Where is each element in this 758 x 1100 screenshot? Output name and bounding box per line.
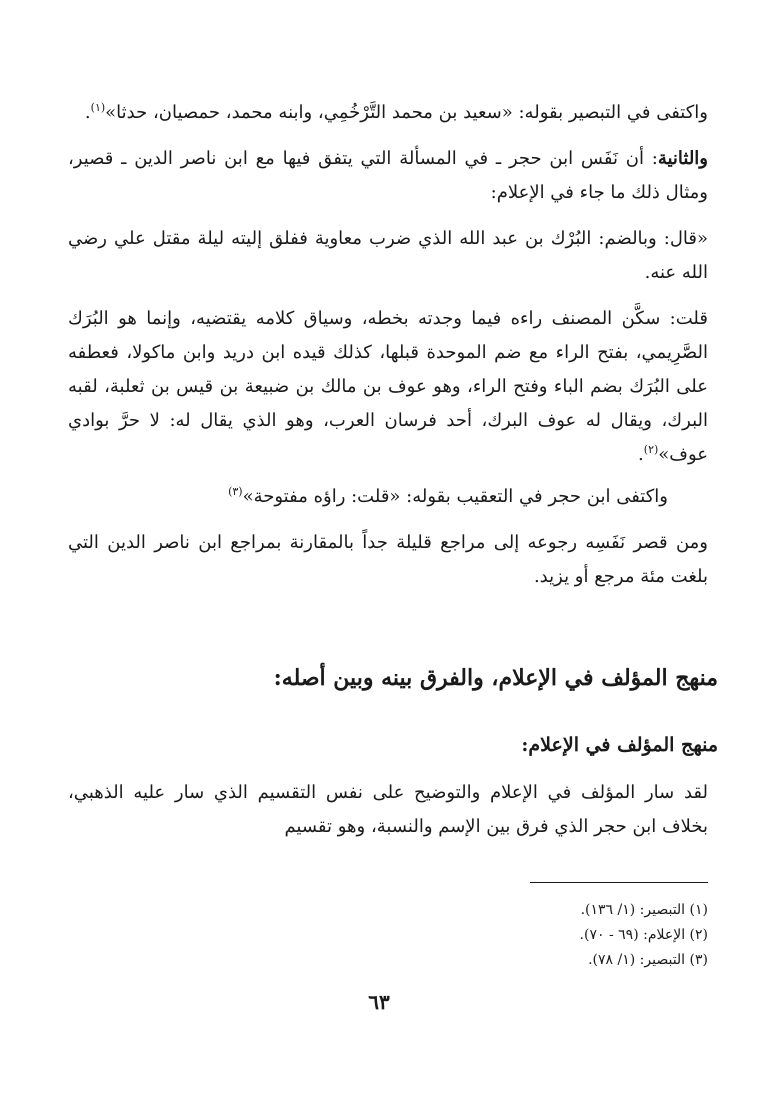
paragraph-second-point (68, 142, 708, 210)
paragraph-end: . (638, 444, 644, 465)
paragraph-text: واكتفى في التبصير بقوله: «سعيد بن محمد التَّرْخُمِي، وابنه محمد، حمصيان، حدثا» (105, 102, 708, 123)
footnote-divider (530, 882, 708, 883)
lower-text-block (68, 776, 708, 844)
paragraph-tabsir-quote (68, 96, 708, 130)
section-heading: منهج المؤلف في الإعلام، والفرق بينه وبين أصله: (273, 665, 718, 691)
subsection-heading: منهج المؤلف في الإعلام: (521, 734, 718, 756)
paragraph-text: ومن قصر نَفَسِه رجوعه إلى مراجع قليلة جداً بالمقارنة بمراجع ابن ناصر الدين التي بلغت مئة مرجع أو يزيد. (68, 532, 708, 587)
footnote-ref-1: (١) (90, 101, 106, 114)
paragraph-ta-qib (68, 480, 708, 514)
footnote-1: (١) التبصير: (١/ ١٣٦). (580, 902, 708, 918)
footnote-2: (٢) الإعلام: (٦٩ - ٧٠). (579, 927, 708, 943)
paragraph-text: قلت: سكَّن المصنف راءه فيما وجدته بخطه، وسياق كلامه يقتضيه، وإنما هو البُرَك الصَّرِيمي، بفتح الراء مع ضم الموحدة قبلها، كذلك قيده ابن دريد وابن ماكولا، فعطفه على البُرَك بضم الباء وفتح الراء، وهو عوف بن مالك بن ضبيعة بن قيس بن ثعلبة، لقبه البرك، ويقال له عوف البرك، أحد فرسان العرب، وهو الذي يقال له: لا حرَّ بوادي عوف» (68, 308, 708, 465)
footnote-3: (٣) التبصير: (١/ ٧٨). (588, 952, 708, 968)
paragraph-method (68, 776, 708, 844)
page-number: ٦٣ (368, 990, 390, 1014)
paragraph-qultu (68, 302, 708, 472)
paragraph-quote-burk (68, 222, 708, 290)
paragraph-text: «قال: وبالضم: البُرْك بن عبد الله الذي ضرب معاوية ففلق إليته ليلة مقتل علي رضي الله عنه. (68, 228, 708, 283)
paragraph-text: : أن نَفَس ابن حجر ـ في المسألة التي يتفق فيها مع ابن ناصر الدين ـ قصير، ومثال ذلك ما جاء في الإعلام: (68, 148, 708, 203)
paragraph-end: . (84, 102, 91, 123)
footnotes (68, 898, 708, 973)
paragraph-text: لقد سار المؤلف في الإعلام والتوضيح على نفس التقسيم الذي سار عليه الذهبي، بخلاف ابن حجر الذي فرق بين الإسم والنسبة، وهو تقسيم (68, 782, 708, 837)
footnote-ref-2: (٢) (643, 443, 659, 456)
paragraph-lead-word: والثانية (657, 148, 708, 169)
paragraph-short-breath (68, 526, 708, 594)
upper-text-block (68, 96, 708, 594)
paragraph-text: واكتفى ابن حجر في التعقيب بقوله: «قلت: راؤه مفتوحة» (242, 486, 668, 507)
footnote-ref-3: (٣) (228, 485, 243, 498)
